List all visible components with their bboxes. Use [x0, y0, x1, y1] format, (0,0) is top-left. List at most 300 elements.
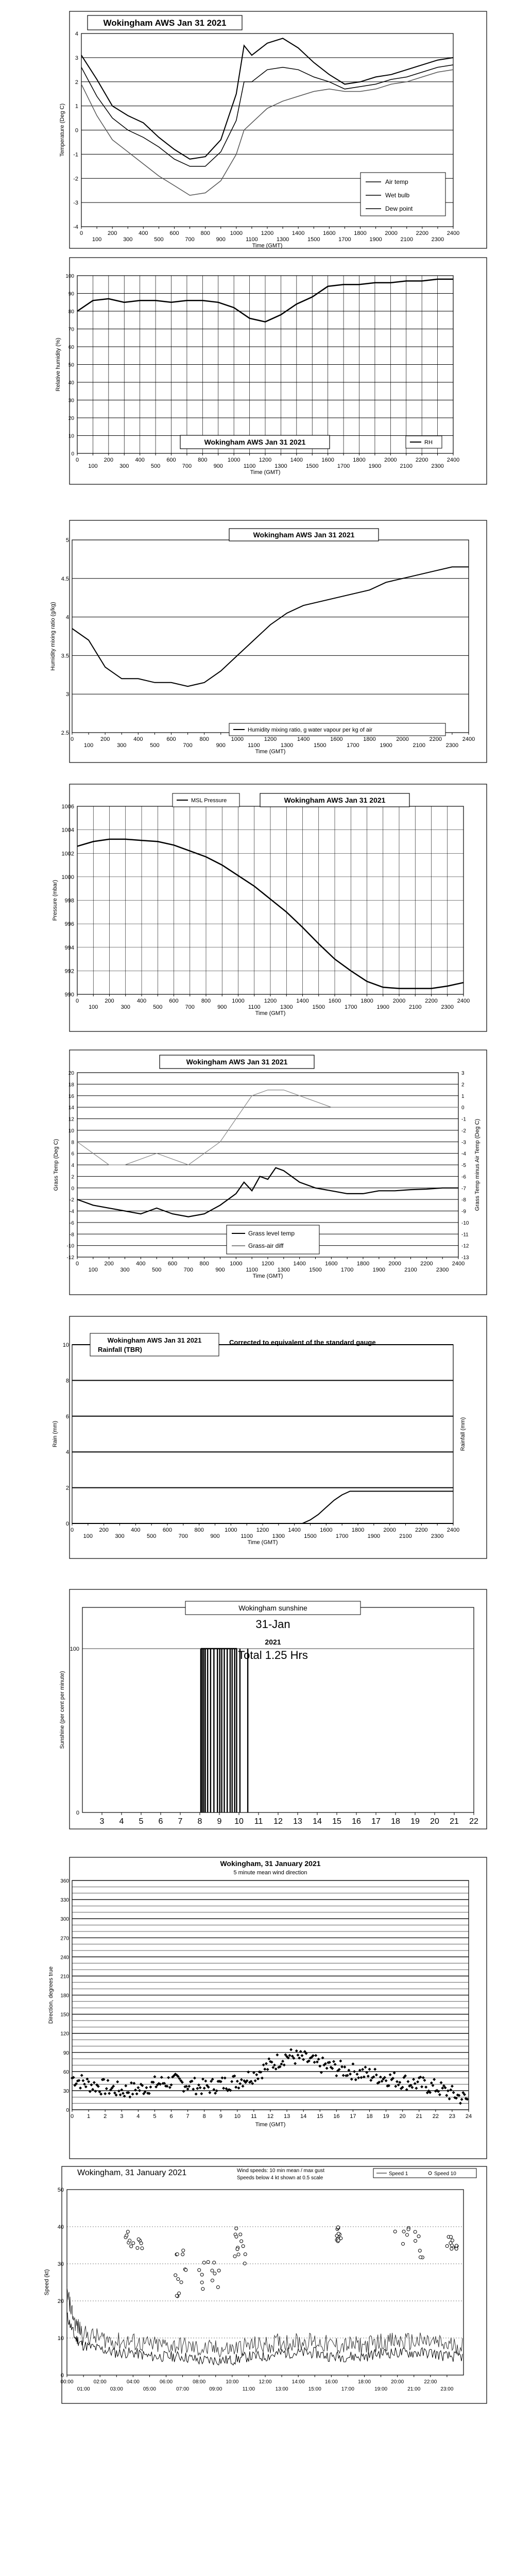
direction-point: [236, 2080, 239, 2083]
x-tick-label: 16: [352, 1817, 361, 1826]
x-tick-label: 400: [136, 1261, 146, 1267]
x-tick-label: 11: [254, 1817, 263, 1826]
x-tick-label: 4: [136, 2113, 140, 2120]
x-tick-label: 6: [158, 1817, 163, 1826]
gust-point: [243, 2262, 246, 2265]
chart-total: Total 1.25 Hrs: [238, 1649, 308, 1662]
y-tick-label: 240: [60, 1955, 69, 1961]
series-line-grass-level-temp: [77, 1168, 458, 1217]
y-tick-label: 30: [63, 2088, 69, 2094]
gust-point: [414, 2240, 417, 2243]
y-tick-label: 20: [68, 416, 74, 421]
x-tick-label: 1600: [330, 736, 343, 742]
x-tick-label: 14:00: [291, 2379, 305, 2385]
y-tick-label: 1000: [61, 874, 74, 880]
direction-point: [134, 2089, 137, 2092]
panel-border: [70, 1050, 487, 1295]
x-tick-label: 17: [371, 1817, 381, 1826]
y2-tick-label: -13: [461, 1255, 469, 1261]
direction-point: [447, 2089, 450, 2092]
x-tick-label: 1300: [272, 1533, 285, 1539]
x-tick-label: 300: [121, 1004, 130, 1010]
direction-point: [368, 2067, 371, 2071]
direction-point: [361, 2068, 364, 2071]
direction-point: [351, 2062, 354, 2065]
x-tick-label: 200: [105, 998, 114, 1004]
x-tick-label: 800: [199, 736, 209, 742]
chart-title: Wokingham AWS Jan 31 2021: [284, 796, 386, 805]
direction-point: [364, 2065, 367, 2069]
x-tick-label: 1700: [338, 236, 351, 243]
x-tick-label: 05:00: [143, 2386, 156, 2392]
x-axis-label: Time (GMT): [255, 2122, 286, 2128]
y-tick-label: 0: [65, 1521, 69, 1527]
x-tick-label: 17: [350, 2113, 356, 2120]
direction-point: [131, 2093, 134, 2096]
direction-point: [203, 2087, 206, 2090]
x-tick-label: 1100: [248, 742, 260, 749]
y-axis-label: Temperature (Deg C): [59, 103, 65, 157]
gust-point: [128, 2239, 131, 2242]
x-tick-label: 1800: [356, 1261, 370, 1267]
direction-point: [332, 2060, 335, 2063]
gust-point: [337, 2232, 340, 2235]
direction-point: [117, 2090, 121, 2093]
gust-point: [450, 2235, 453, 2239]
x-tick-label: 13:00: [275, 2386, 288, 2392]
x-tick-label: 2100: [409, 1004, 422, 1010]
x-tick-label: 1800: [353, 457, 366, 463]
series-line-mixing-ratio: [72, 567, 469, 686]
x-tick-label: 19:00: [374, 2386, 388, 2392]
x-tick-label: 600: [167, 1261, 178, 1267]
x-tick-label: 10:00: [226, 2379, 239, 2385]
y-tick-label: -6: [70, 1220, 74, 1226]
direction-point: [353, 2070, 356, 2073]
y-tick-label: -12: [66, 1255, 74, 1261]
y-tick-label: 2: [71, 1174, 74, 1180]
direction-point: [234, 2086, 237, 2089]
x-tick-label: 1800: [363, 736, 376, 742]
legend-label: MSL Pressure: [191, 798, 227, 804]
y-tick-label: 100: [65, 274, 74, 279]
x-tick-label: 1400: [290, 457, 303, 463]
x-tick-label: 1900: [367, 1533, 381, 1539]
chart-title: Wokingham, 31 January 2021: [77, 2168, 187, 2177]
direction-point: [325, 2067, 329, 2070]
plot-area: [72, 540, 469, 733]
x-tick-label: 15: [317, 2113, 323, 2120]
x-tick-label: 0: [75, 998, 79, 1004]
x-tick-label: 07:00: [176, 2386, 190, 2392]
x-tick-label: 800: [194, 1527, 204, 1533]
y-tick-label: 40: [68, 380, 74, 386]
y-tick-label: 4: [71, 1163, 74, 1168]
x-tick-label: 2300: [431, 1533, 444, 1539]
chart-panel-5: [53, 1050, 487, 1295]
x-tick-label: 11:00: [242, 2386, 255, 2392]
x-tick-label: 700: [185, 236, 195, 243]
y-tick-label: 70: [68, 327, 74, 333]
y-axis-label: Speed (kt): [44, 2269, 50, 2296]
y2-tick-label: -2: [461, 1128, 466, 1134]
y-tick-label: 0: [71, 1185, 74, 1192]
x-tick-label: 700: [183, 1267, 194, 1273]
x-tick-label: 20: [430, 1817, 439, 1826]
direction-point: [416, 2080, 419, 2083]
x-tick-label: 100: [83, 1533, 93, 1539]
x-tick-label: 100: [88, 1267, 98, 1273]
y-tick-label: 270: [60, 1936, 69, 1942]
y2-tick-label: -3: [461, 1140, 466, 1146]
x-tick-label: 22:00: [424, 2379, 437, 2385]
direction-point: [288, 2054, 291, 2057]
x-tick-label: 00:00: [60, 2379, 74, 2385]
y2-tick-label: 3: [461, 1071, 465, 1076]
y-tick-label: 992: [64, 968, 74, 975]
x-tick-label: 2100: [413, 742, 425, 749]
x-tick-label: 500: [146, 1533, 157, 1539]
chart-year: 2021: [265, 1638, 281, 1646]
gust-point: [130, 2245, 133, 2248]
direction-point: [108, 2092, 111, 2095]
x-tick-label: 1100: [243, 463, 256, 469]
y-tick-label: 4: [65, 1449, 69, 1456]
direction-point: [254, 2079, 257, 2082]
gust-point: [337, 2239, 340, 2242]
x-tick-label: 700: [178, 1533, 188, 1539]
gust-point: [405, 2233, 408, 2236]
gust-point: [198, 2268, 201, 2272]
x-tick-label: 1900: [368, 463, 382, 469]
direction-point: [294, 2062, 297, 2065]
x-tick-label: 2000: [392, 998, 406, 1004]
series-line-speed-10: [67, 2287, 462, 2357]
x-tick-label: 600: [166, 736, 176, 742]
x-tick-label: 2000: [383, 1527, 396, 1533]
direction-point: [389, 2073, 392, 2076]
direction-point: [266, 2068, 269, 2071]
y-axis-label: Rain (mm): [52, 1420, 58, 1448]
x-tick-label: 900: [215, 1267, 225, 1273]
direction-point: [445, 2094, 448, 2097]
y-axis-label: Sunshine (per cent per minute): [59, 1671, 65, 1749]
x-tick-label: 700: [185, 1004, 195, 1010]
series-line-rainfall: [72, 1492, 453, 1524]
chart-title: Wokingham AWS Jan 31 2021: [253, 531, 355, 539]
legend-label: Grass level temp: [248, 1230, 295, 1237]
x-tick-label: 1400: [296, 998, 309, 1004]
chart-panel-1: [59, 11, 487, 249]
gust-point: [202, 2261, 205, 2264]
x-tick-label: 700: [182, 463, 192, 469]
y-tick-label: 990: [64, 992, 74, 998]
chart-title: Wokingham AWS Jan 31 2021: [103, 18, 227, 28]
x-tick-label: 100: [88, 463, 98, 469]
direction-point: [313, 2061, 316, 2064]
y-tick-label: 30: [68, 398, 74, 404]
x-tick-label: 3: [120, 2113, 124, 2120]
legend-label: Humidity mixing ratio, g water vapour per kg of air: [248, 727, 373, 733]
direction-point: [274, 2067, 278, 2071]
x-tick-label: 1700: [335, 1533, 349, 1539]
gust-point: [233, 2255, 236, 2258]
panel-border: [70, 258, 487, 484]
x-tick-label: 3: [99, 1817, 105, 1826]
direction-point: [406, 2080, 409, 2083]
direction-point: [214, 2092, 217, 2095]
x-tick-label: 19: [383, 2113, 389, 2120]
x-tick-label: 2300: [436, 1267, 449, 1273]
legend-label: RH: [424, 439, 433, 446]
direction-point: [145, 2086, 148, 2089]
y-tick-label: 80: [68, 309, 74, 315]
x-tick-label: 2400: [457, 998, 470, 1004]
x-tick-label: 100: [89, 1004, 98, 1010]
gust-point: [211, 2269, 214, 2272]
x-tick-label: 900: [216, 742, 226, 749]
x-tick-label: 22: [432, 2113, 439, 2120]
direction-point: [116, 2080, 119, 2083]
direction-point: [107, 2079, 110, 2082]
gust-point: [211, 2279, 214, 2282]
x-tick-label: 16: [333, 2113, 340, 2120]
y2-tick-label: 2: [461, 1082, 465, 1088]
gust-point: [445, 2245, 449, 2248]
x-tick-label: 18:00: [357, 2379, 371, 2385]
x-tick-label: 0: [75, 1261, 79, 1267]
x-tick-label: 23:00: [440, 2386, 454, 2392]
direction-point: [415, 2087, 418, 2090]
y-tick-label: 6: [71, 1151, 74, 1157]
gust-point: [182, 2249, 185, 2252]
direction-point: [414, 2082, 417, 2085]
gust-point: [402, 2230, 405, 2233]
x-tick-label: 200: [99, 1527, 109, 1533]
x-tick-label: 1700: [340, 1267, 354, 1273]
x-tick-label: 500: [153, 1004, 163, 1010]
chart-subtitle: Rainfall (TBR): [98, 1346, 142, 1353]
gust-point: [200, 2281, 203, 2284]
x-tick-label: 500: [150, 742, 160, 749]
gust-point: [184, 2268, 187, 2272]
x-tick-label: 1600: [328, 998, 341, 1004]
direction-point: [238, 2082, 242, 2085]
x-tick-label: 6: [169, 2113, 173, 2120]
x-tick-label: 2: [104, 2113, 107, 2120]
x-tick-label: 1100: [246, 236, 258, 243]
direction-point: [124, 2084, 127, 2088]
direction-point: [230, 2080, 233, 2083]
legend-swatch: [428, 2172, 432, 2175]
y-tick-label: -8: [70, 1232, 74, 1238]
y-tick-label: -2: [73, 176, 78, 182]
gust-point: [180, 2281, 183, 2284]
x-tick-label: 500: [150, 463, 161, 469]
x-tick-label: 10: [234, 1817, 244, 1826]
direction-point: [276, 2053, 279, 2056]
y2-tick-label: 1: [461, 1093, 465, 1099]
direction-point: [451, 2084, 454, 2088]
y-tick-label: 300: [60, 1917, 69, 1923]
x-tick-label: 900: [217, 1004, 227, 1010]
gust-point: [239, 2233, 242, 2236]
x-tick-label: 18: [366, 2113, 373, 2120]
x-tick-label: 13: [293, 1817, 302, 1826]
x-tick-label: 7: [186, 2113, 190, 2120]
plot-area: [72, 1345, 453, 1523]
direction-point: [343, 2065, 346, 2069]
x-tick-label: 12:00: [259, 2379, 272, 2385]
x-tick-label: 2400: [447, 457, 460, 463]
direction-point: [440, 2081, 443, 2084]
y-tick-label: 3: [65, 691, 69, 698]
x-tick-label: 2200: [429, 736, 442, 742]
x-tick-label: 1200: [259, 457, 272, 463]
x-tick-label: 1500: [314, 742, 327, 749]
gust-point: [213, 2272, 216, 2275]
x-tick-label: 09:00: [209, 2386, 222, 2392]
y-tick-label: 30: [57, 2261, 64, 2267]
x-tick-label: 2100: [404, 1267, 417, 1273]
x-tick-label: 800: [201, 998, 211, 1004]
direction-point: [298, 2057, 301, 2060]
gust-point: [181, 2253, 184, 2256]
x-tick-label: 2100: [400, 236, 413, 243]
y-tick-label: 0: [66, 2108, 69, 2113]
x-tick-label: 4: [119, 1817, 124, 1826]
x-tick-label: 9: [219, 2113, 222, 2120]
x-tick-label: 2000: [388, 1261, 401, 1267]
y-tick-label: -4: [73, 224, 78, 230]
y-tick-label: -4: [70, 1209, 74, 1215]
x-tick-label: 2300: [441, 1004, 454, 1010]
x-tick-label: 18: [391, 1817, 400, 1826]
direction-point: [149, 2086, 152, 2089]
x-tick-label: 400: [139, 230, 148, 236]
gust-point: [213, 2261, 216, 2264]
direction-point: [452, 2091, 455, 2094]
x-tick-label: 1500: [306, 463, 319, 469]
direction-point: [136, 2086, 140, 2089]
x-tick-label: 500: [151, 1267, 162, 1273]
x-tick-label: 7: [178, 1817, 183, 1826]
y-tick-label: 10: [68, 1128, 74, 1134]
x-tick-label: 2000: [396, 736, 409, 742]
series-line-wet-bulb: [81, 65, 453, 166]
x-tick-label: 17:00: [341, 2386, 354, 2392]
legend-label: Grass-air diff: [248, 1242, 284, 1249]
x-tick-label: 2000: [384, 457, 397, 463]
direction-point: [135, 2092, 139, 2095]
x-tick-label: 2300: [431, 463, 444, 469]
x-tick-label: 2400: [452, 1261, 465, 1267]
series-line-grass-air-diff: [77, 1090, 458, 1165]
direction-point: [247, 2071, 250, 2074]
direction-point: [170, 2083, 173, 2087]
gust-point: [125, 2234, 128, 2237]
gust-point: [450, 2247, 453, 2250]
x-tick-label: 1900: [369, 236, 382, 243]
x-tick-label: 300: [120, 1267, 130, 1273]
x-tick-label: 8: [202, 2113, 206, 2120]
direction-point: [130, 2081, 133, 2084]
direction-point: [424, 2086, 427, 2089]
chart-panel-6: [52, 1316, 487, 1558]
y-tick-label: 994: [64, 944, 74, 951]
x-tick-label: 03:00: [110, 2386, 123, 2392]
x-tick-label: 1400: [291, 230, 305, 236]
x-tick-label: 700: [183, 742, 193, 749]
y-tick-label: 120: [60, 2031, 69, 2037]
direction-point: [316, 2060, 319, 2063]
y-tick-label: -3: [73, 200, 78, 207]
gust-point: [235, 2235, 238, 2238]
chart-subtitle: 5 minute mean wind direction: [233, 1870, 307, 1876]
x-tick-label: 1500: [309, 1267, 322, 1273]
x-tick-label: 2300: [445, 742, 459, 749]
y-tick-label: 0: [71, 451, 74, 457]
y-tick-label: 60: [68, 345, 74, 350]
x-tick-label: 1600: [321, 457, 334, 463]
y2-tick-label: -6: [461, 1174, 466, 1180]
direction-point: [193, 2076, 196, 2079]
x-tick-label: 5: [153, 2113, 157, 2120]
y-tick-label: 360: [60, 1878, 69, 1884]
x-tick-label: 1200: [264, 998, 277, 1004]
x-tick-label: 200: [107, 230, 117, 236]
x-tick-label: 1500: [307, 236, 320, 243]
gust-point: [336, 2226, 339, 2229]
x-tick-label: 0: [75, 457, 79, 463]
direction-point: [433, 2078, 436, 2081]
direction-point: [122, 2092, 125, 2095]
chart-panel-3: [50, 520, 487, 762]
direction-point: [339, 2059, 342, 2062]
direction-point: [160, 2076, 163, 2079]
x-tick-label: 12: [267, 2113, 274, 2120]
gust-point: [419, 2256, 422, 2259]
direction-point: [359, 2076, 363, 2079]
direction-point: [283, 2063, 286, 2066]
chart-subtitle: 31-Jan: [255, 1618, 290, 1631]
direction-point: [128, 2095, 131, 2098]
gust-point: [200, 2273, 203, 2276]
y-tick-label: 0: [75, 127, 78, 134]
x-tick-label: 1600: [323, 230, 336, 236]
x-tick-label: 2200: [420, 1261, 433, 1267]
x-tick-label: 2200: [416, 230, 429, 236]
direction-point: [448, 2097, 451, 2100]
x-tick-label: 1200: [261, 1261, 274, 1267]
x-tick-label: 400: [136, 998, 147, 1004]
x-tick-label: 300: [117, 742, 127, 749]
y-tick-label: 3: [75, 55, 78, 61]
y2-axis-label: Grass Temp minus Air Temp (Deg C): [474, 1118, 480, 1211]
gust-point: [137, 2238, 140, 2241]
x-tick-label: 900: [213, 463, 223, 469]
y-tick-label: 1004: [61, 827, 74, 834]
y-tick-label: 3.5: [61, 653, 69, 659]
y-tick-label: 150: [60, 2012, 69, 2018]
y-axis-label: Relative humidity (%): [55, 337, 61, 392]
chart-title: Wokingham AWS Jan 31 2021: [107, 1336, 202, 1344]
x-tick-label: 1000: [231, 736, 244, 742]
x-tick-label: 9: [217, 1817, 222, 1826]
y-axis-label: Pressure (mbar): [52, 879, 58, 921]
y2-tick-label: -7: [461, 1185, 466, 1192]
chart-panel-4: [52, 784, 487, 1031]
